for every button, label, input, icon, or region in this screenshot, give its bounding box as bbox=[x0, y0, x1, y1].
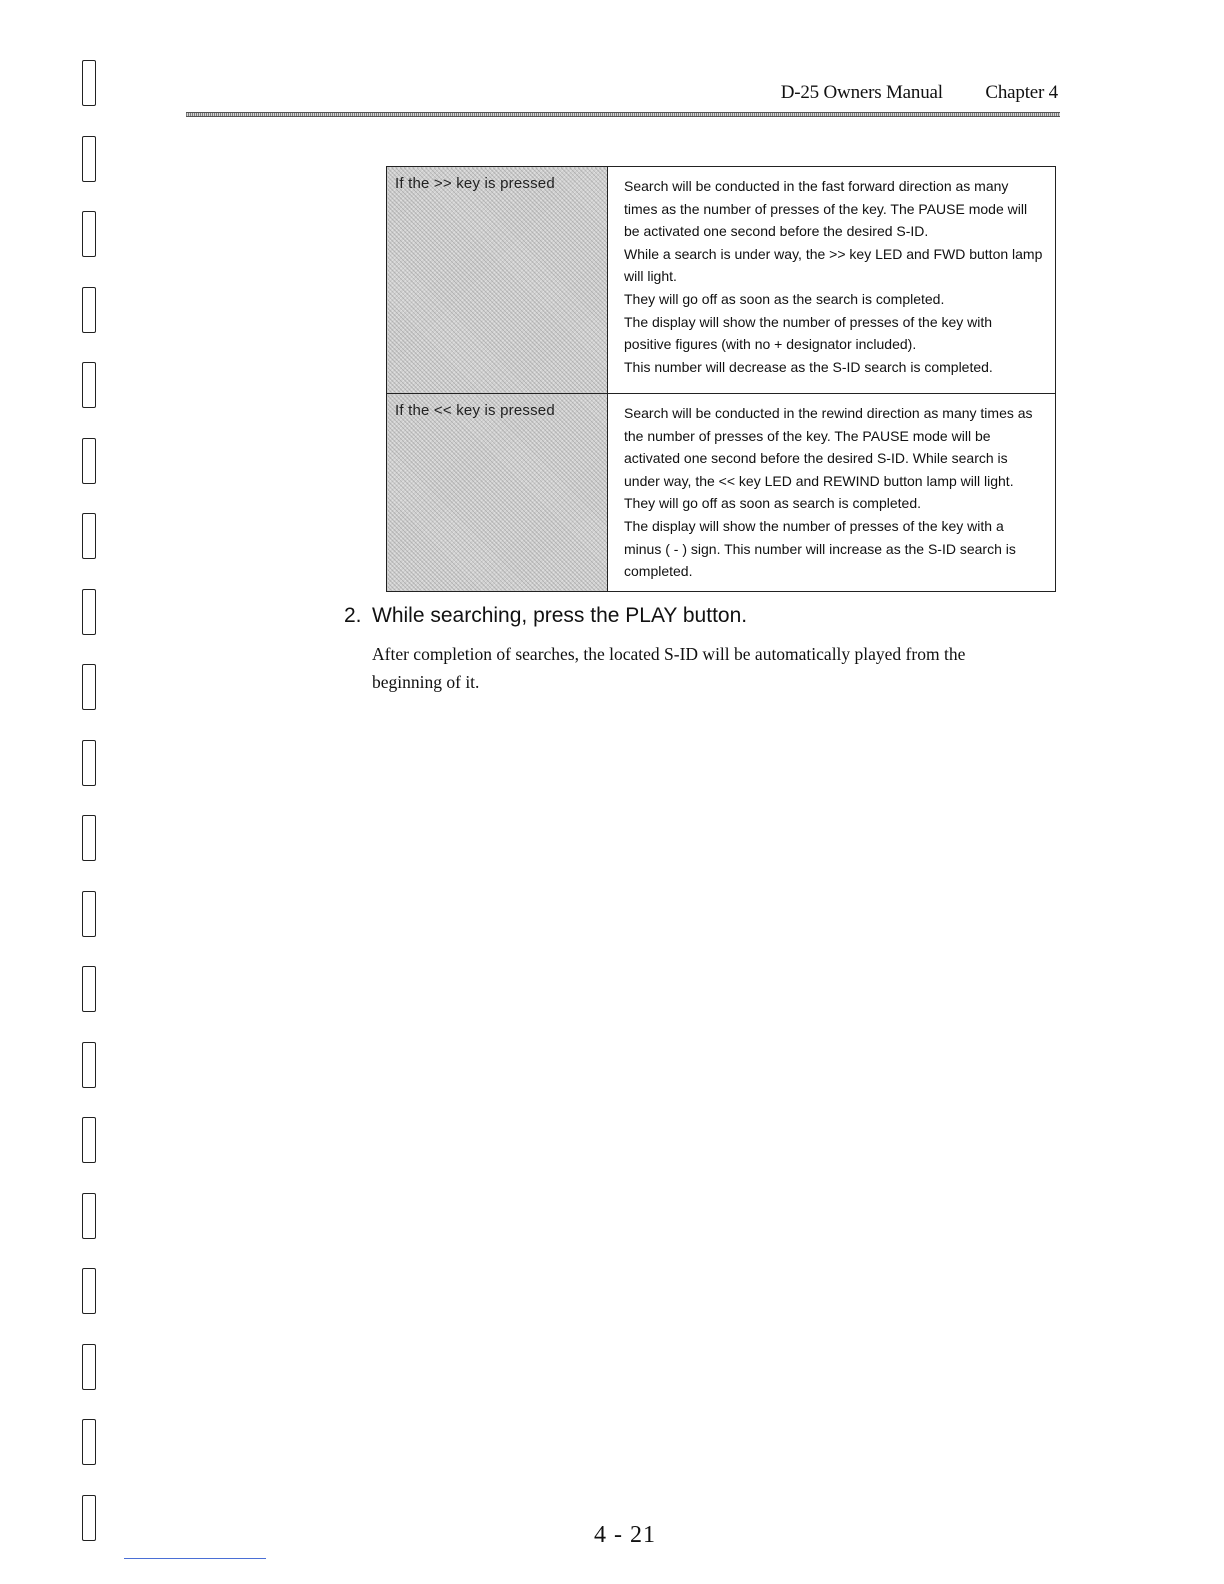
binder-hole bbox=[82, 287, 96, 333]
binder-hole bbox=[82, 438, 96, 484]
bottom-link-underline bbox=[124, 1558, 266, 1559]
binder-hole bbox=[82, 362, 96, 408]
binder-hole bbox=[82, 1193, 96, 1239]
description-line: While a search is under way, the >> key LED and FWD button lamp will light. bbox=[624, 245, 1043, 285]
binder-hole bbox=[82, 1268, 96, 1314]
binder-hole bbox=[82, 966, 96, 1012]
binder-hole bbox=[82, 513, 96, 559]
binder-holes bbox=[82, 60, 102, 1540]
binder-hole bbox=[82, 1419, 96, 1465]
search-key-table bbox=[386, 166, 1056, 592]
step-heading bbox=[344, 604, 1064, 628]
description-line: This number will decrease as the S-ID search is completed. bbox=[624, 358, 993, 375]
table-row bbox=[387, 167, 1056, 394]
description-line: The display will show the number of presses of the key with positive figures (with no + designator included). bbox=[624, 313, 993, 353]
forward-key-description bbox=[608, 167, 1056, 394]
chapter-label: Chapter 4 bbox=[985, 82, 1058, 103]
description-line: The display will show the number of presses of the key with a minus ( - ) sign. This number will increase as the S-ID search is completed. bbox=[624, 517, 1016, 580]
header-rule bbox=[186, 112, 1060, 117]
binder-hole bbox=[82, 1042, 96, 1088]
step-body: After completion of searches, the located S-ID will be automatically played from the beginning of it. bbox=[372, 644, 966, 692]
description-line: They will go off as soon as the search is completed. bbox=[624, 290, 945, 307]
rewind-key-label: If the << key is pressed bbox=[387, 394, 608, 592]
binder-hole bbox=[82, 589, 96, 635]
binder-hole bbox=[82, 60, 96, 106]
rewind-key-description bbox=[608, 394, 1056, 592]
binder-hole bbox=[82, 211, 96, 257]
binder-hole bbox=[82, 664, 96, 710]
page-number: 4 - 21 bbox=[594, 1522, 656, 1548]
binder-hole bbox=[82, 740, 96, 786]
description-line: Search will be conducted in the rewind direction as many times as the number of presses of the key. The PAUSE mode will be activated one second before the desired S-ID. While search is under way, the << key LED and REWIND button lamp will light. bbox=[624, 405, 1033, 489]
binder-hole bbox=[82, 136, 96, 182]
step-number: 2. bbox=[344, 604, 362, 627]
table-row bbox=[387, 394, 1056, 592]
binder-hole bbox=[82, 1117, 96, 1163]
binder-hole bbox=[82, 891, 96, 937]
binder-hole bbox=[82, 1344, 96, 1390]
manual-title: D-25 Owners Manual bbox=[780, 82, 943, 103]
page-header bbox=[186, 82, 1058, 106]
step-title: While searching, press the PLAY button. bbox=[372, 604, 748, 627]
description-line: Search will be conducted in the fast forward direction as many times as the number of presses of the key. The PAUSE mode will be activated one second before the desired S-ID. bbox=[624, 178, 1028, 240]
binder-hole bbox=[82, 815, 96, 861]
binder-hole bbox=[82, 1495, 96, 1541]
description-line: They will go off as soon as search is completed. bbox=[624, 495, 922, 512]
forward-key-label: If the >> key is pressed bbox=[387, 167, 608, 394]
